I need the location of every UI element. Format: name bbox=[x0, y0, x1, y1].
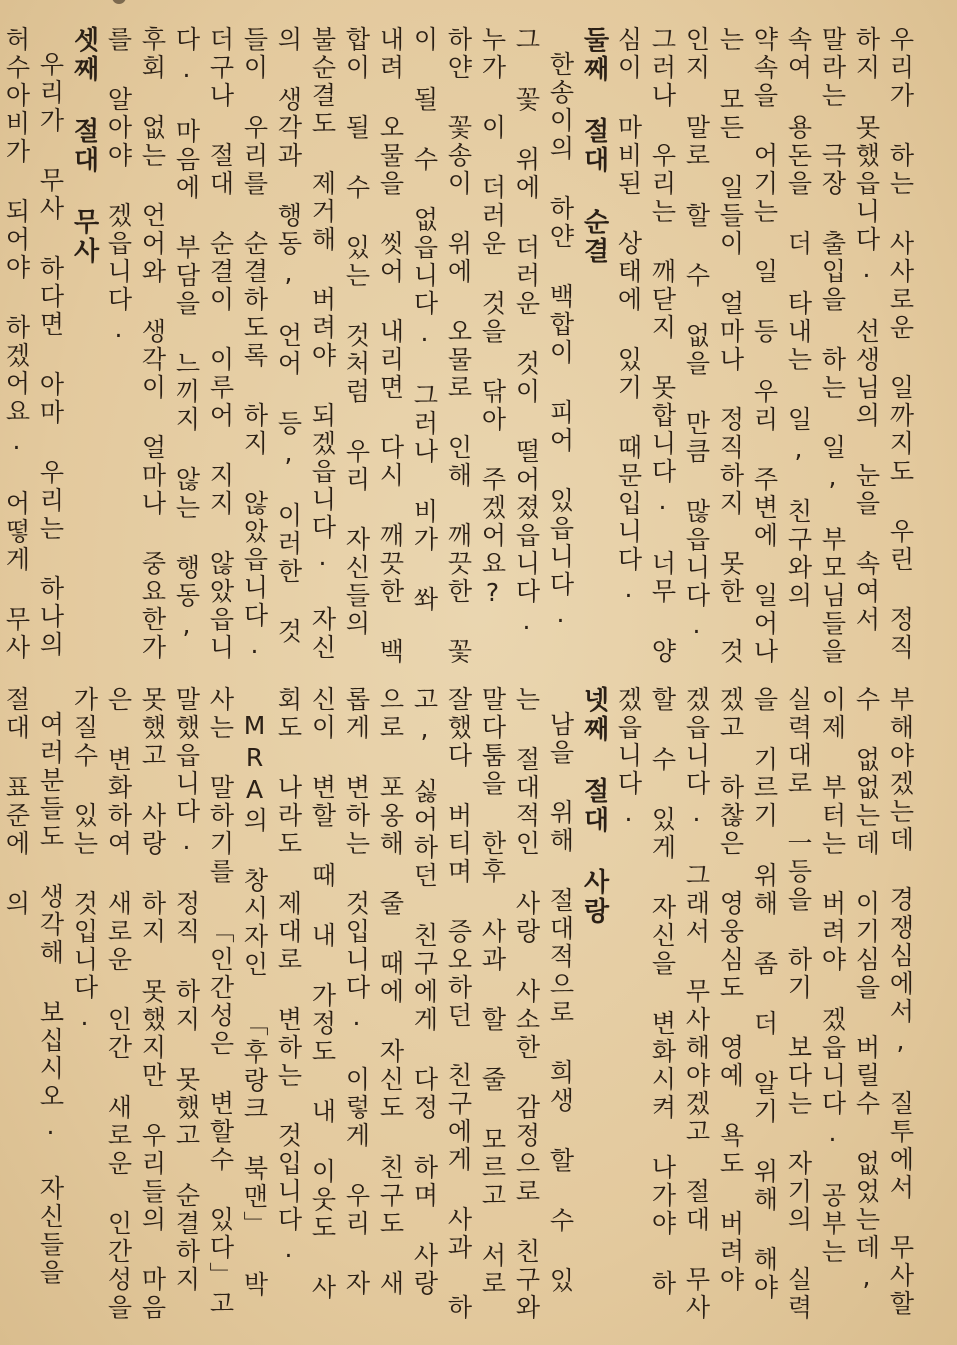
paragraph: 우리가 하는 사사로운 일까지도 우린 정직하지 못했읍니다. 선생님의 눈을 속여서 말라는 극장 출입을 하는 일, 부모님들을 속여 용돈을 더 타내는 일, 친구와의 약속을 어기는 일 등 우리 주변에 일어나는 모든 일들이 얼마나 정직하지 못한 것인지 말로 할 수 없을 만큼 많읍니다. 그러나 우리는 깨닫지 못합니다. 너무 양심이 마비된 상태에 있기 때문입니다. bbox=[614, 26, 915, 666]
paragraph: 부해야겠는데 경쟁심에서, 질투에서 무사할 수 없없는데 이기심을 버릴수 없었는데, 이제 부터는 버려야 겠읍니다. 공부는 실력대로 一등을 하기 보다는 자기의 실력을 기르기 위해 좀 더 알기 위해 해야겠고 하찮은 영웅심도 영예 욕도 버려야 겠읍니다. 그래서 무사해야겠고 절대 무사 할 수 있게 자신을 변화시켜 나가야 하겠읍니다. bbox=[614, 686, 915, 1322]
section-heading: 셋째 절대 무사 bbox=[69, 26, 99, 266]
paragraph: MRA의 창시자인 「후랑크 북맨」 박사는 말하기를 「인간성은 변할수 있다」고 말했읍니다. 정직 하지 못했고 순결하지 못했고 사랑 하지 못했지만 우리들의 마음은 변화하여 새로운 인간 새로운 인간성을 가질수 있는 것입니다. bbox=[70, 686, 269, 1322]
paragraph: 남을 위해 절대적으로 희생 할 수 있는 절대적인 사랑 사소한 감정으로 친구와 말다툼을 한후 사과 할 줄 모르고 서로 잘했다 버티며 증오하던 친구에게 사과 하고, 싫어하던 친구에게 다정 하며 사랑으로 포옹해 줄 때에 자신도 친구도 새롭게 변하는 것입니다. 이렇게 우리 자신이 변할 때 내 가정도 내 이웃도 사회도 나라도 제대로 변하는 것입니다. bbox=[274, 686, 575, 1322]
paragraph: 여러분들도 생각해 보십시오. 자신들을 절대 표준에 의 bbox=[2, 686, 65, 1287]
section-heading: 넷째 절대 사랑 bbox=[579, 686, 609, 926]
bottom-text-block bbox=[2, 686, 917, 1322]
page-edge-mark bbox=[112, 0, 126, 4]
paragraph: 우리가 무사 하다면 아마 우리는 하나의 허수아비가 되어야 하겠어요. 어떻게 무사 bbox=[2, 26, 65, 662]
top-text-block bbox=[2, 26, 917, 666]
paragraph: 한송이의 하얀 백합이 피어 있읍니다. 그 꽃 위에 더러운 것이 떨어졌읍니다. 누가 이 더러운 것을 닦아 주겠어요? 하얀 꽃송이 위에 오물로 인해 깨끗한 꽃이 될 수 없읍니다. 그러나 비가 쏴 내려 오물을 씻어 내리면 다시 깨끗한 백합이 될 수 있는 것처럼 우리 자신들의 불순결도 제거해 버려야 되겠읍니다. 자신의 생각과 행동, 언어 등, 이러한 것들이 우리를 순결하도록 하지 않았읍니다. 더구나 절대 순결이 이루어 지지 않았읍니다. 마음에 부담을 느끼지 않는 행동, 후회 없는 언어와 생각이 얼마나 중요한가를 알아야 겠읍니다. bbox=[104, 26, 575, 666]
section-heading: 둘째 절대 순결 bbox=[579, 26, 609, 266]
